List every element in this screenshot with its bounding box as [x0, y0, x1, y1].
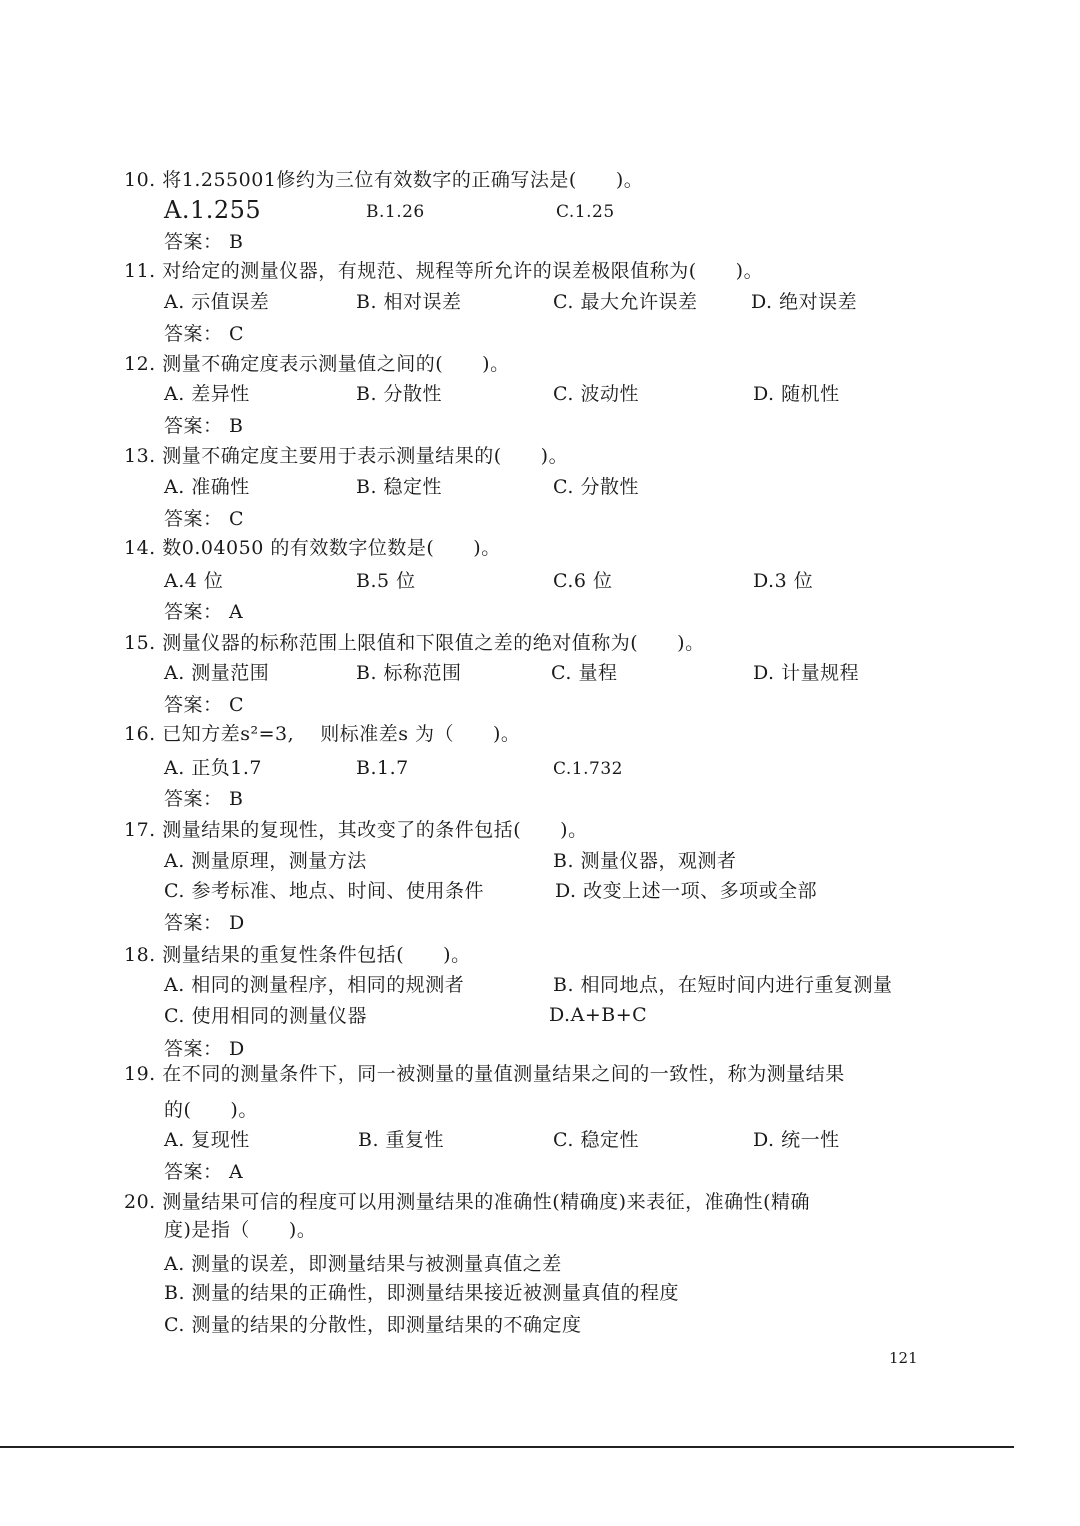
question-14-option-c: C.6 位 [553, 570, 613, 592]
question-10-option-b: B.1.26 [366, 202, 425, 222]
question-11-option-b: B. 相对误差 [356, 291, 462, 313]
question-20-option-c: C. 测量的结果的分散性，即测量结果的不确定度 [164, 1314, 582, 1336]
question-18-option-b: B. 相同地点，在短时间内进行重复测量 [553, 974, 893, 996]
question-14-option-a: A.4 位 [164, 570, 224, 592]
question-19-option-c: C. 稳定性 [553, 1129, 639, 1151]
question-17-stem: 17. 测量结果的复现性，其改变了的条件包括( )。 [124, 819, 588, 841]
question-14-option-d: D.3 位 [753, 570, 814, 592]
question-15-stem: 15. 测量仪器的标称范围上限值和下限值之差的绝对值称为( )。 [124, 632, 705, 654]
question-15-option-d: D. 计量规程 [753, 662, 860, 684]
question-19-stem: 19. 在不同的测量条件下，同一被测量的量值测量结果之间的一致性，称为测量结果 [124, 1063, 845, 1085]
question-14-stem: 14. 数0.04050 的有效数字位数是( )。 [124, 537, 501, 559]
question-13-answer: 答案： C [164, 508, 245, 530]
question-11-option-d: D. 绝对误差 [751, 291, 858, 313]
question-16-stem: 16. 已知方差s²=3, 则标准差s 为（ )。 [124, 723, 521, 745]
question-11-option-c: C. 最大允许误差 [553, 291, 698, 313]
question-13-stem: 13. 测量不确定度主要用于表示测量结果的( )。 [124, 445, 569, 467]
bottom-rule [0, 1446, 1014, 1448]
question-18-answer: 答案： D [164, 1038, 245, 1060]
question-11-option-a: A. 示值误差 [164, 291, 270, 313]
question-16-option-c: C.1.732 [553, 759, 623, 779]
question-20-stem-continued: 度)是指（ )。 [164, 1219, 317, 1241]
question-10-option-c: C.1.25 [556, 202, 615, 222]
question-18-option-c: C. 使用相同的测量仪器 [164, 1005, 367, 1027]
question-20-option-b: B. 测量的结果的正确性，即测量结果接近被测量真值的程度 [164, 1282, 680, 1304]
question-16-option-a: A. 正负1.7 [164, 757, 263, 779]
question-14-answer: 答案： A [164, 601, 244, 623]
question-13-option-a: A. 准确性 [164, 476, 250, 498]
question-20-option-a: A. 测量的误差，即测量结果与被测量真值之差 [164, 1253, 562, 1275]
question-16-answer: 答案： B [164, 788, 244, 810]
question-15-option-b: B. 标称范围 [356, 662, 462, 684]
question-15-answer: 答案： C [164, 694, 245, 716]
question-19-answer: 答案： A [164, 1161, 244, 1183]
question-15-option-c: C. 量程 [551, 662, 618, 684]
question-12-option-a: A. 差异性 [164, 383, 250, 405]
question-10-option-a: A.1.255 [164, 196, 262, 224]
question-17-answer: 答案： D [164, 912, 245, 934]
question-17-option-c: C. 参考标准、地点、时间、使用条件 [164, 880, 484, 902]
question-19-option-d: D. 统一性 [753, 1129, 840, 1151]
question-19-option-a: A. 复现性 [164, 1129, 250, 1151]
question-10-answer: 答案： B [164, 231, 244, 253]
question-18-option-a: A. 相同的测量程序，相同的规测者 [164, 974, 465, 996]
question-11-answer: 答案： C [164, 323, 245, 345]
question-15-option-a: A. 测量范围 [164, 662, 270, 684]
question-12-stem: 12. 测量不确定度表示测量值之间的( )。 [124, 353, 510, 375]
question-13-option-b: B. 稳定性 [356, 476, 443, 498]
question-17-option-d: D. 改变上述一项、多项或全部 [555, 880, 818, 902]
question-10-stem: 10. 将1.255001修约为三位有效数字的正确写法是( )。 [124, 169, 644, 191]
question-16-option-b: B.1.7 [356, 757, 409, 779]
question-19-option-b: B. 重复性 [358, 1129, 445, 1151]
question-19-stem-continued: 的( )。 [164, 1099, 258, 1121]
question-12-option-d: D. 随机性 [753, 383, 840, 405]
question-18-stem: 18. 测量结果的重复性条件包括( )。 [124, 944, 471, 966]
page-number: 121 [889, 1349, 918, 1367]
question-12-option-c: C. 波动性 [553, 383, 639, 405]
question-12-option-b: B. 分散性 [356, 383, 443, 405]
question-18-option-d: D.A+B+C [549, 1004, 648, 1026]
question-13-option-c: C. 分散性 [553, 476, 639, 498]
question-20-stem: 20. 测量结果可信的程度可以用测量结果的准确性(精确度)来表征，准确性(精确 [124, 1191, 810, 1213]
question-17-option-a: A. 测量原理，测量方法 [164, 850, 367, 872]
question-12-answer: 答案： B [164, 415, 244, 437]
question-11-stem: 11. 对给定的测量仪器，有规范、规程等所允许的误差极限值称为( )。 [124, 260, 764, 282]
question-14-option-b: B.5 位 [356, 570, 416, 592]
question-17-option-b: B. 测量仪器，观测者 [553, 850, 737, 872]
